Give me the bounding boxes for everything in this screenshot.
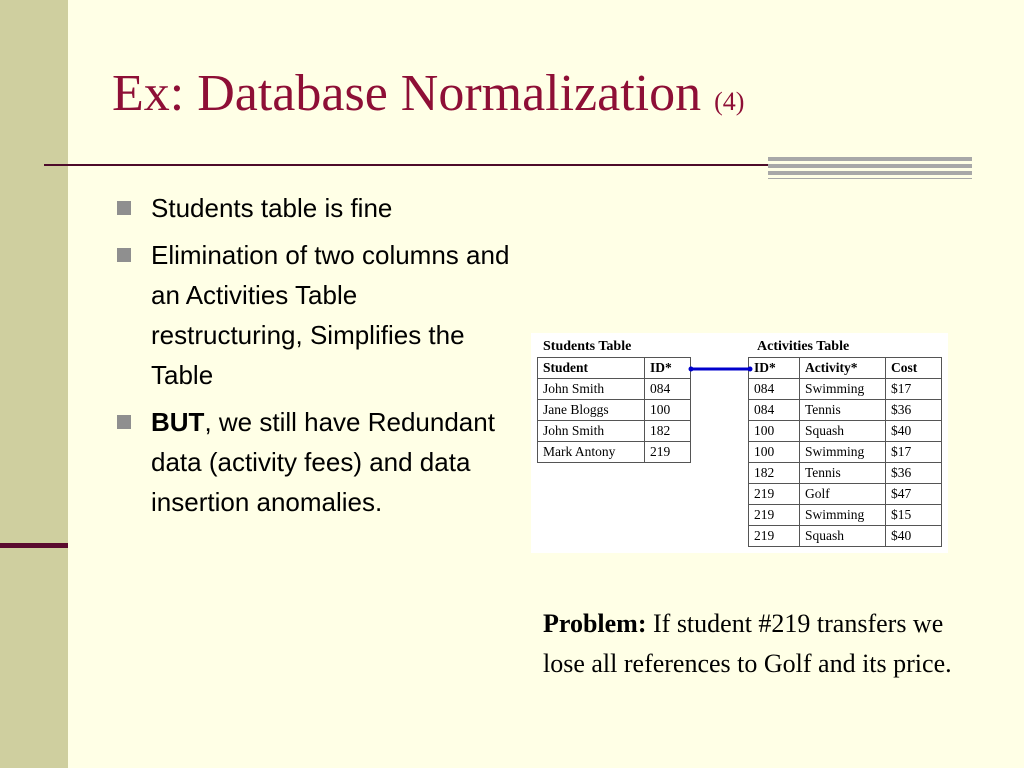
table-cell: Tennis — [800, 463, 886, 484]
square-bullet-icon — [117, 201, 131, 215]
bullet-text: Elimination of two columns and an Activities Table restructuring, Simplifies the Table — [151, 240, 510, 390]
slide-title-text: Ex: Database Normalization — [112, 65, 702, 122]
bullet-text: Students table is fine — [151, 193, 393, 223]
table-cell: Squash — [800, 526, 886, 547]
table-cell: $15 — [886, 505, 942, 526]
table-cell: Tennis — [800, 400, 886, 421]
table-cell: 100 — [645, 400, 691, 421]
column-header: Activity* — [800, 358, 886, 379]
bullet-list — [112, 188, 512, 529]
table-cell: 182 — [645, 421, 691, 442]
table-cell: 182 — [749, 463, 800, 484]
table-cell: John Smith — [538, 379, 645, 400]
table-cell: $17 — [886, 442, 942, 463]
table-cell: 219 — [749, 484, 800, 505]
table-cell: 100 — [749, 442, 800, 463]
bullet-item — [112, 235, 512, 395]
table-cell: Jane Bloggs — [538, 400, 645, 421]
slide-title-number: (4) — [714, 87, 745, 116]
table-cell: 219 — [749, 526, 800, 547]
table-cell: $40 — [886, 421, 942, 442]
id-link-connector — [531, 333, 948, 553]
problem-label: Problem: — [543, 609, 647, 638]
square-bullet-icon — [117, 248, 131, 262]
table-cell: $17 — [886, 379, 942, 400]
table-cell: Golf — [800, 484, 886, 505]
table-cell: 084 — [749, 379, 800, 400]
column-header: ID* — [645, 358, 691, 379]
table-cell: $40 — [886, 526, 942, 547]
table-cell: Swimming — [800, 505, 886, 526]
left-accent-bar — [0, 543, 68, 548]
square-bullet-icon — [117, 415, 131, 429]
slide-title — [112, 62, 744, 134]
table-cell: Mark Antony — [538, 442, 645, 463]
table-cell: 084 — [645, 379, 691, 400]
left-decorative-band — [0, 0, 68, 768]
problem-callout — [543, 604, 983, 684]
table-cell: John Smith — [538, 421, 645, 442]
divider-stripes — [768, 157, 972, 179]
bullet-item — [112, 402, 512, 522]
table-cell: 100 — [749, 421, 800, 442]
activities-table-title: Activities Table — [757, 339, 850, 354]
table-cell: Squash — [800, 421, 886, 442]
table-cell: 084 — [749, 400, 800, 421]
column-header: ID* — [749, 358, 800, 379]
table-cell: $36 — [886, 463, 942, 484]
tables-figure — [531, 333, 948, 553]
id-link-end-dot — [748, 367, 753, 372]
column-header: Cost — [886, 358, 942, 379]
table-cell: $47 — [886, 484, 942, 505]
column-header: Student — [538, 358, 645, 379]
table-cell: 219 — [749, 505, 800, 526]
bullet-text: , we still have Redundant data (activity fees) and data insertion anomalies. — [151, 407, 495, 517]
problem-text: If student #219 transfers we lose all references to Golf and its price. — [543, 609, 952, 678]
table-cell: Swimming — [800, 442, 886, 463]
bullet-item — [112, 188, 512, 228]
students-table-title: Students Table — [543, 339, 632, 354]
bullet-bold-text: BUT — [151, 407, 205, 437]
table-cell: $36 — [886, 400, 942, 421]
table-cell: Swimming — [800, 379, 886, 400]
id-link-start-dot — [689, 367, 694, 372]
table-cell: 219 — [645, 442, 691, 463]
